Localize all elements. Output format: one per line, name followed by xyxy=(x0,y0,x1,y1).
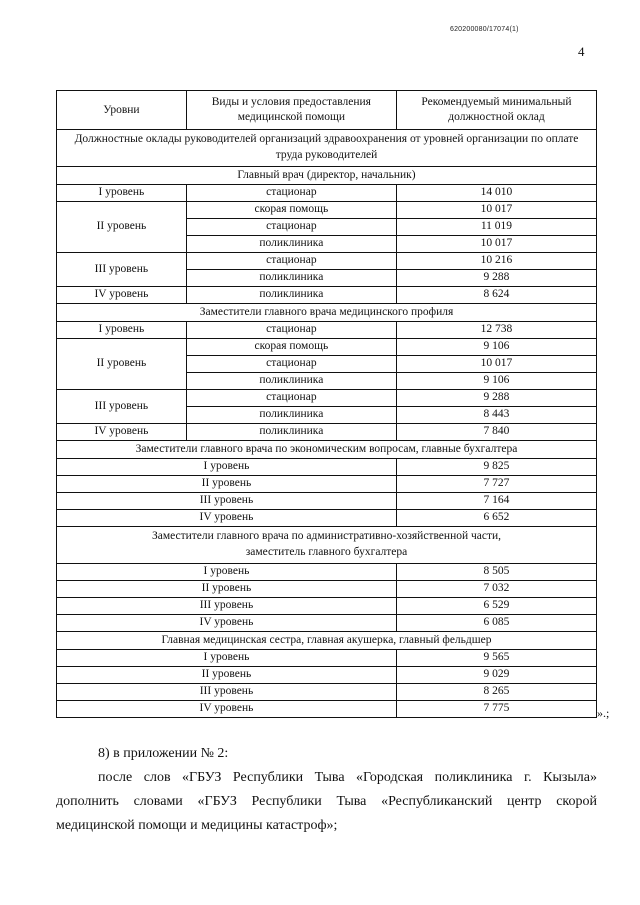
table-row xyxy=(57,390,597,407)
level-cell: II уровень xyxy=(57,339,187,390)
level-cell: II уровень xyxy=(57,476,397,493)
column-header-min-salary: Рекомендуемый минимальный должностной оклад xyxy=(396,91,596,130)
table-row xyxy=(57,650,597,667)
salary-cell: 11 019 xyxy=(396,219,596,236)
care-type-cell: поликлиника xyxy=(186,424,396,441)
care-type-cell: поликлиника xyxy=(186,270,396,287)
level-cell: III уровень xyxy=(57,684,397,701)
care-type-cell: стационар xyxy=(186,322,396,339)
level-cell: I уровень xyxy=(57,185,187,202)
level-cell: IV уровень xyxy=(57,510,397,527)
level-cell: IV уровень xyxy=(57,615,397,632)
care-type-cell: скорая помощь xyxy=(186,339,396,356)
table-row xyxy=(57,615,597,632)
care-type-cell: стационар xyxy=(186,185,396,202)
salary-cell: 9 029 xyxy=(396,667,596,684)
salary-cell: 6 652 xyxy=(396,510,596,527)
section-title-chief-doctor: Главный врач (директор, начальник) xyxy=(57,167,597,185)
table-row xyxy=(57,493,597,510)
item-heading: 8) в приложении № 2: xyxy=(98,746,229,761)
care-type-cell: стационар xyxy=(186,356,396,373)
table-header-row xyxy=(57,91,597,130)
table-row xyxy=(57,581,597,598)
salary-cell: 7 840 xyxy=(396,424,596,441)
section-row xyxy=(57,527,597,564)
level-cell: I уровень xyxy=(57,650,397,667)
level-cell: III уровень xyxy=(57,253,187,287)
document-id: 620200080/17074(1) xyxy=(450,26,519,33)
level-cell: III уровень xyxy=(57,598,397,615)
column-header-levels: Уровни xyxy=(57,91,187,130)
salary-cell: 8 624 xyxy=(396,287,596,304)
level-cell: I уровень xyxy=(57,564,397,581)
salary-cell: 12 738 xyxy=(396,322,596,339)
care-type-cell: поликлиника xyxy=(186,407,396,424)
salary-cell: 6 529 xyxy=(396,598,596,615)
level-cell: II уровень xyxy=(57,202,187,253)
care-type-cell: стационар xyxy=(186,219,396,236)
table-row xyxy=(57,459,597,476)
care-type-cell: поликлиника xyxy=(186,236,396,253)
care-type-cell: стационар xyxy=(186,390,396,407)
salary-cell: 9 106 xyxy=(396,339,596,356)
table-row xyxy=(57,684,597,701)
section-title-deputy-medical: Заместители главного врача медицинского профиля xyxy=(57,304,597,322)
salary-cell: 7 164 xyxy=(396,493,596,510)
level-cell: IV уровень xyxy=(57,287,187,304)
section-row xyxy=(57,167,597,185)
table-row xyxy=(57,476,597,493)
salary-cell: 10 216 xyxy=(396,253,596,270)
table-row xyxy=(57,701,597,718)
section-title-line: Заместители главного врача по административно-хозяйственной части, xyxy=(151,530,502,543)
level-cell: III уровень xyxy=(57,390,187,424)
level-cell: IV уровень xyxy=(57,701,397,718)
page-number: 4 xyxy=(578,44,585,59)
salary-cell: 14 010 xyxy=(396,185,596,202)
care-type-cell: поликлиника xyxy=(186,287,396,304)
table-row xyxy=(57,598,597,615)
salary-cell: 10 017 xyxy=(396,236,596,253)
level-cell: I уровень xyxy=(57,322,187,339)
level-cell: I уровень xyxy=(57,459,397,476)
closing-quote-mark: ».; xyxy=(597,706,610,720)
table-row xyxy=(57,339,597,356)
column-header-care-types: Виды и условия предоставления медицинской помощи xyxy=(186,91,396,130)
table-row xyxy=(57,185,597,202)
section-row xyxy=(57,632,597,650)
section-title-deputy-economic: Заместители главного врача по экономическим вопросам, главные бухгалтера xyxy=(57,441,597,459)
section-title-line: заместитель главного бухгалтера xyxy=(245,546,408,558)
table-row xyxy=(57,667,597,684)
section-row xyxy=(57,441,597,459)
salary-cell: 7 775 xyxy=(396,701,596,718)
section-main-title: Должностные оклады руководителей организаций здравоохранения от уровней организации по оплате труда руководителей xyxy=(57,130,597,167)
section-row xyxy=(57,130,597,167)
salary-cell: 7 032 xyxy=(396,581,596,598)
item-body-paragraph: после слов «ГБУЗ Республики Тыва «Городская поликлиника г. Кызыла» дополнить словами «ГБУЗ Республики Тыва «Республиканский центр скорой медицинской помощи и медицины катастроф»; xyxy=(56,770,597,833)
salary-cell: 10 017 xyxy=(396,202,596,219)
table-row xyxy=(57,564,597,581)
salary-cell: 8 265 xyxy=(396,684,596,701)
level-cell: II уровень xyxy=(57,667,397,684)
table-row xyxy=(57,424,597,441)
level-cell: III уровень xyxy=(57,493,397,510)
level-cell: II уровень xyxy=(57,581,397,598)
salary-table xyxy=(56,90,597,718)
salary-cell: 6 085 xyxy=(396,615,596,632)
table-row xyxy=(57,287,597,304)
salary-cell: 9 288 xyxy=(396,390,596,407)
care-type-cell: стационар xyxy=(186,253,396,270)
salary-cell: 9 825 xyxy=(396,459,596,476)
care-type-cell: скорая помощь xyxy=(186,202,396,219)
salary-cell: 9 565 xyxy=(396,650,596,667)
salary-cell: 8 505 xyxy=(396,564,596,581)
salary-cell: 7 727 xyxy=(396,476,596,493)
section-row xyxy=(57,304,597,322)
salary-cell: 10 017 xyxy=(396,356,596,373)
section-title-deputy-admin xyxy=(57,527,597,564)
salary-cell: 9 106 xyxy=(396,373,596,390)
table-row xyxy=(57,322,597,339)
salary-cell: 9 288 xyxy=(396,270,596,287)
care-type-cell: поликлиника xyxy=(186,373,396,390)
level-cell: IV уровень xyxy=(57,424,187,441)
table-row xyxy=(57,202,597,219)
section-title-head-nurse: Главная медицинская сестра, главная акушерка, главный фельдшер xyxy=(57,632,597,650)
table-row xyxy=(57,510,597,527)
table-row xyxy=(57,253,597,270)
salary-cell: 8 443 xyxy=(396,407,596,424)
